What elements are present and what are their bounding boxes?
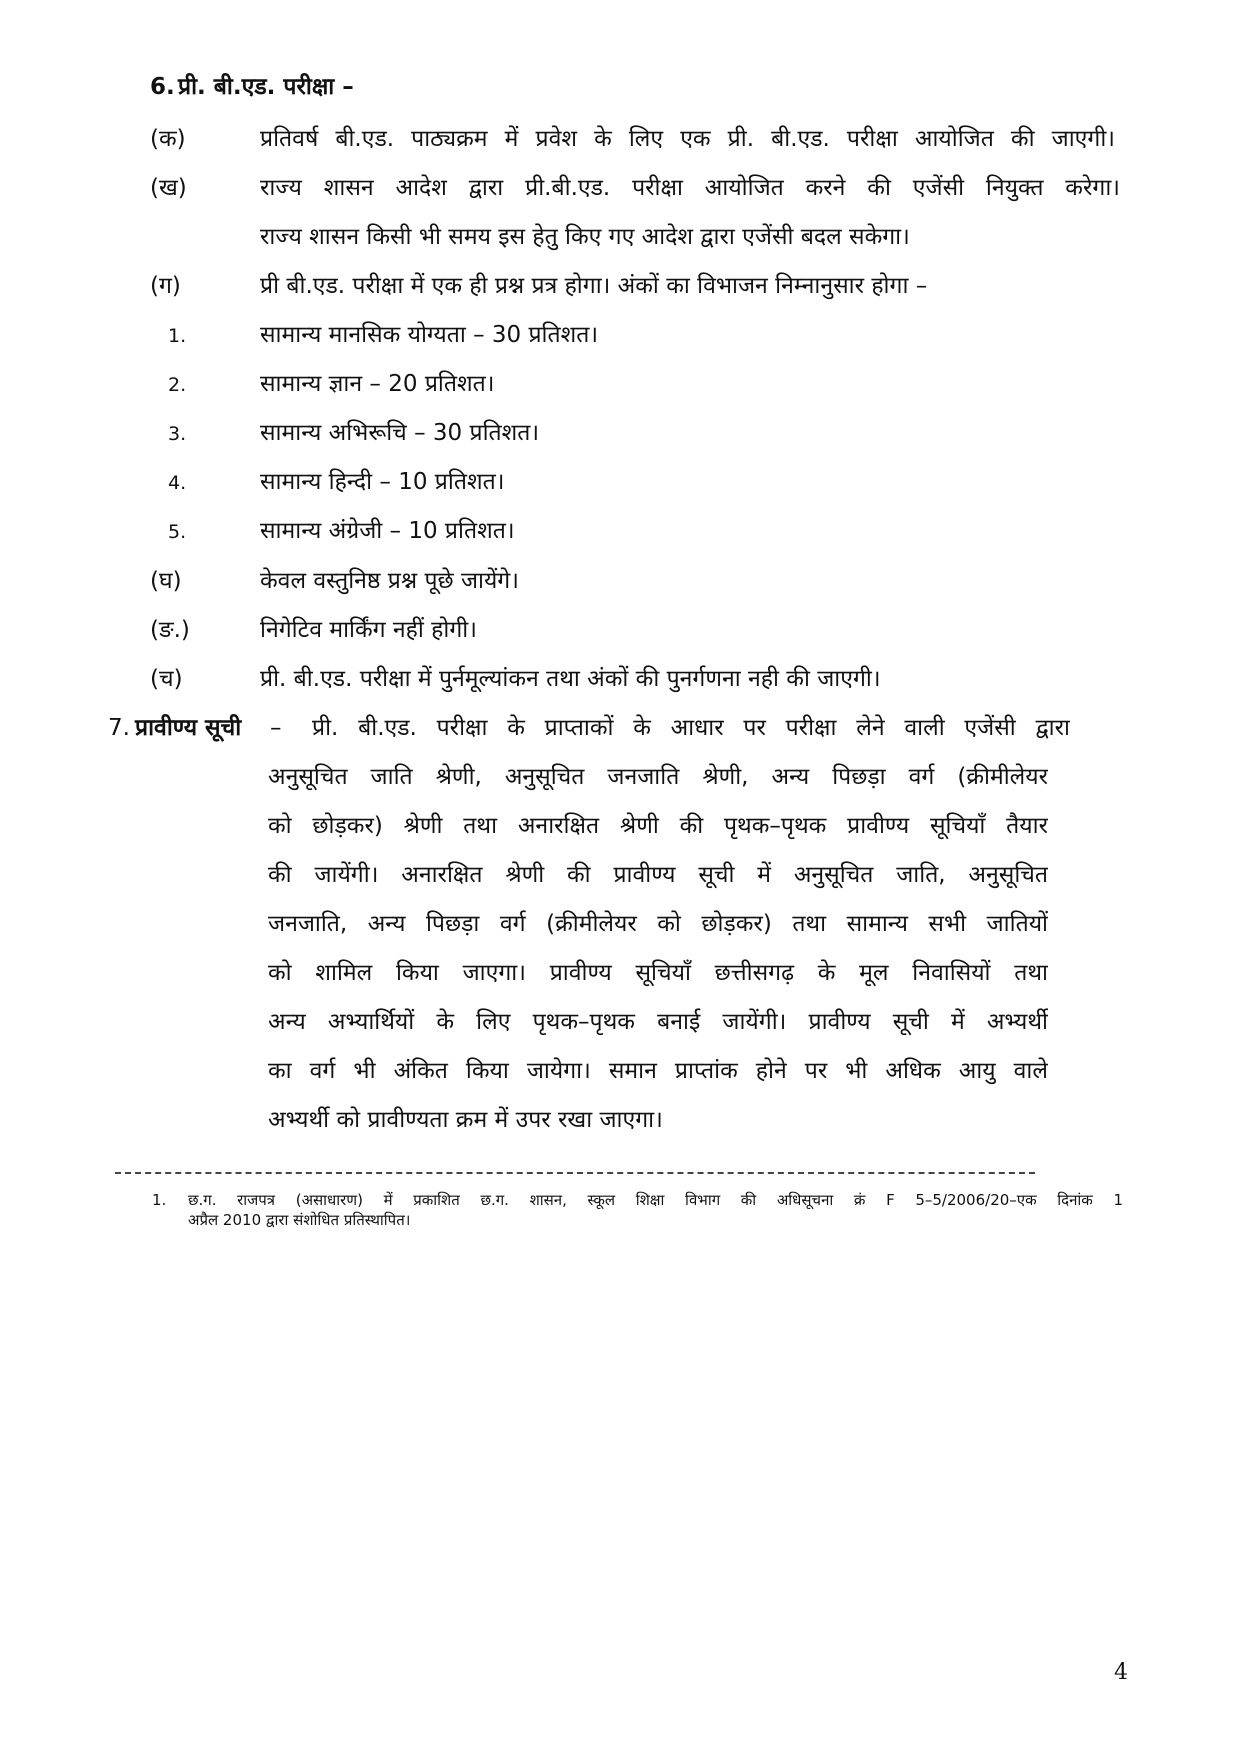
section-7-line: को शामिल किया जाएगा। प्रावीण्य सूचियाँ छत्तीसगढ़ के मूल निवासियों तथा [268,960,1048,986]
subitem-text: सामान्य अभिरूचि – 30 प्रतिशत। [260,420,540,446]
section-7-line: अन्य अभ्यार्थियों के लिए पृथक–पृथक बनाई जायेंगी। प्रावीण्य सूची में अभ्यर्थी [268,1009,1048,1035]
subitem-number: 2. [168,374,187,396]
subitem-number: 5. [168,521,187,543]
section-7-line: को छोड़कर) श्रेणी तथा अनारक्षित श्रेणी की पृथक–पृथक प्रावीण्य सूचियाँ तैयार [268,813,1048,839]
footnote-line1: छ.ग. राजपत्र (असाधारण) में प्रकाशित छ.ग. शासन, स्कूल शिक्षा विभाग की अधिसूचना क्रं F 5–5/2006/20–एक दिनांक 1 [188,1191,1123,1209]
item-label-gha: (घ) [150,568,182,594]
item-text-cha: प्री. बी.एड. परीक्षा में पुर्नमूल्यांकन तथा अंकों की पुनर्गणना नही की जाएगी। [260,666,881,692]
section-7-line: की जायेंगी। अनारक्षित श्रेणी की प्रावीण्य सूची में अनुसूचित जाति, अनुसूचित [268,862,1048,888]
section-7-line: जनजाति, अन्य पिछड़ा वर्ग (क्रीमीलेयर को छोड़कर) तथा सामान्य सभी जातियों [268,911,1048,937]
section-7-number: 7. [108,715,130,741]
section-7-line: अनुसूचित जाति श्रेणी, अनुसूचित जनजाति श्रेणी, अन्य पिछड़ा वर्ग (क्रीमीलेयर [268,764,1048,790]
item-label-ga: (ग) [150,273,181,299]
item-text-kha-line1: राज्य शासन आदेश द्वारा प्री.बी.एड. परीक्षा आयोजित करने की एजेंसी नियुक्त करेगा। [260,175,1120,201]
item-text-ka: प्रतिवर्ष बी.एड. पाठ्यक्रम में प्रवेश के लिए एक प्री. बी.एड. परीक्षा आयोजित की जाएगी। [260,126,1115,152]
item-text-gha: केवल वस्तुनिष्ठ प्रश्न पूछे जायेंगे। [260,568,519,594]
section-7-last-line: अभ्यर्थी को प्रावीण्यता क्रम में उपर रखा जाएगा। [268,1107,663,1133]
item-text-ga: प्री बी.एड. परीक्षा में एक ही प्रश्न प्रत्र होगा। अंकों का विभाजन निम्नानुसार होगा – [260,273,928,299]
item-label-ka: (क) [150,126,186,152]
subitem-text: सामान्य अंग्रेजी – 10 प्रतिशत। [260,518,515,544]
subitem-number: 4. [168,472,187,494]
footnote-divider [115,1172,1035,1174]
item-text-kha-line2: राज्य शासन किसी भी समय इस हेतु किए गए आदेश द्वारा एजेंसी बदल सकेगा। [260,224,910,250]
subitem-text: सामान्य हिन्दी – 10 प्रतिशत। [260,469,505,495]
section-6-heading: प्री. बी.एड. परीक्षा – [178,74,354,100]
subitem-text: सामान्य ज्ञान – 20 प्रतिशत। [260,371,495,397]
subitem-number: 1. [168,325,187,347]
item-label-nga: (ङ.) [150,617,190,643]
section-7-heading-dash: – [270,715,282,741]
footnote-line2: अप्रैल 2010 द्वारा संशोधित प्रतिस्थापित। [188,1211,411,1229]
item-text-nga: निगेटिव मार्किंग नहीं होगी। [260,617,477,643]
section-7-first-line: प्री. बी.एड. परीक्षा के प्राप्ताकों के आधार पर परीक्षा लेने वाली एजेंसी द्वारा [312,715,1070,741]
subitem-number: 3. [168,423,187,445]
section-7-line: का वर्ग भी अंकित किया जायेगा। समान प्राप्तांक होने पर भी अधिक आयु वाले [268,1058,1048,1084]
subitem-text: सामान्य मानसिक योग्यता – 30 प्रतिशत। [260,322,599,348]
item-label-cha: (च) [150,666,183,692]
footnote-number: 1. [152,1191,167,1209]
page-number: 4 [1114,1660,1128,1685]
section-7-heading: प्रावीण्य सूची [135,715,242,741]
section-6-number: 6. [150,74,175,100]
item-label-kha: (ख) [150,175,187,201]
